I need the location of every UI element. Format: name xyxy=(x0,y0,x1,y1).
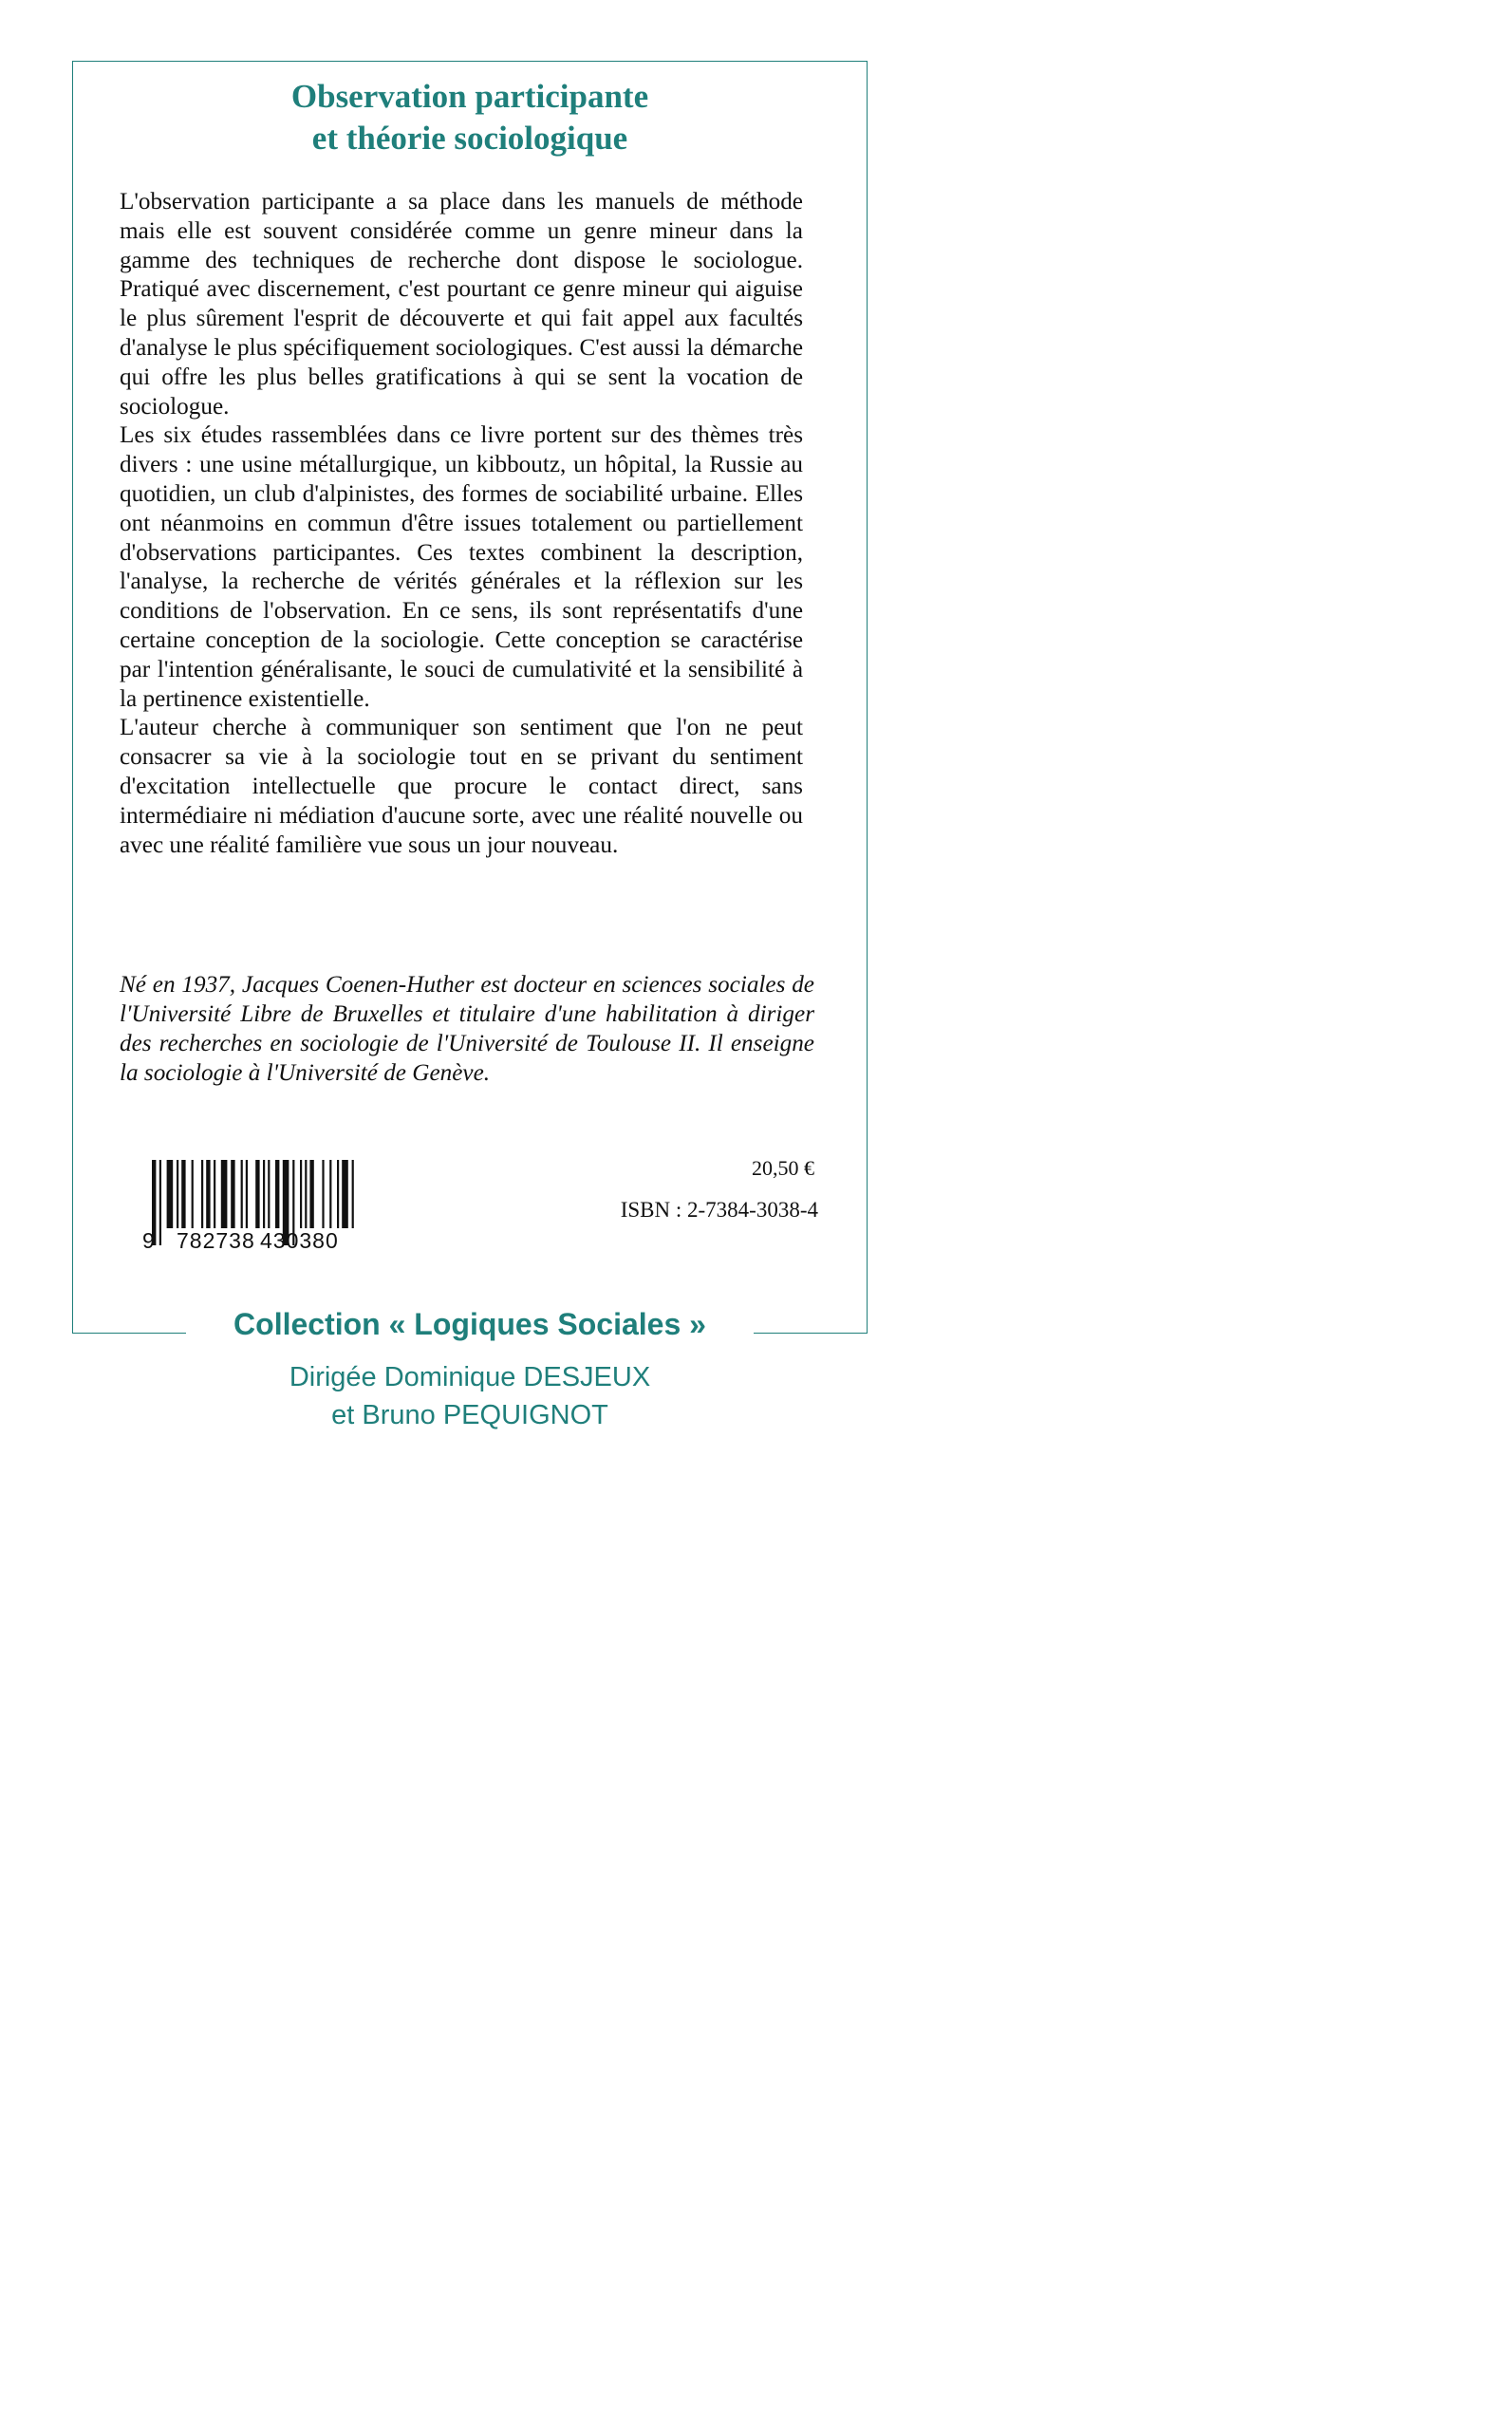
barcode-bar xyxy=(167,1160,174,1228)
barcode-bar xyxy=(231,1160,234,1228)
barcode-bar xyxy=(192,1160,194,1228)
barcode-bar xyxy=(201,1160,203,1228)
isbn: ISBN : 2-7384-3038-4 xyxy=(620,1198,818,1222)
blurb xyxy=(120,188,803,860)
barcode-bar xyxy=(322,1160,324,1228)
author-bio: Né en 1937, Jacques Coenen-Huther est docteur en sciences sociales de l'Université Libre de Bruxelles et titulaire d'une habilitation à diriger des recherches en sociologie de l'Université de Toulouse II. Il enseigne la sociologie à l'Université de Genève. xyxy=(120,972,814,1086)
barcode-digit-first: 9 xyxy=(142,1228,156,1253)
collection-name: Collection « Logiques Sociales » xyxy=(186,1307,754,1342)
barcode-bar xyxy=(352,1160,354,1228)
price: 20,50 € xyxy=(752,1156,814,1180)
frame-bottom-rule-right xyxy=(754,1333,868,1334)
barcode-bar xyxy=(337,1160,339,1228)
barcode-digits xyxy=(142,1228,370,1261)
directors-line-2: et Bruno PEQUIGNOT xyxy=(331,1400,608,1430)
barcode-bar xyxy=(206,1160,210,1228)
barcode-bar xyxy=(275,1160,279,1228)
blurb-paragraph: Les six études rassemblées dans ce livre portent sur des thèmes très divers : une usine métallurgique, un kibboutz, un hôpital, la Russie au quotidien, un club d'alpinistes, des formes de sociabilité urbaine. Elles ont néanmoins en commun d'être issues totalement ou partiellement d'observations participantes. Ces textes combinent la description, l'analyse, la recherche de vérités générales et la réflexion sur les conditions de l'observation. En ce sens, ils sont représentatifs d'une certaine conception de la sociologie. Cette conception se caractérise par l'intention généralisante, le souci de cumulativité et la sensibilité à la pertinence existentielle. xyxy=(120,422,803,712)
barcode-bar xyxy=(305,1160,307,1228)
barcode-bar xyxy=(214,1160,215,1228)
blurb-paragraph: L'auteur cherche à communiquer son sentiment que l'on ne peut consacrer sa vie à la sociologie tout en se privant du sentiment d'excitation intellectuelle que procure le contact direct, sans intermédiaire ni médiation d'aucune sorte, avec une réalité nouvelle ou avec une réalité familière vue sous un jour nouveau. xyxy=(120,715,803,858)
directors-line-1: Dirigée Dominique DESJEUX xyxy=(289,1362,651,1392)
barcode-bar xyxy=(300,1160,302,1228)
barcode-bar xyxy=(221,1160,228,1228)
barcode-bar xyxy=(309,1160,313,1228)
barcode-bar xyxy=(181,1160,185,1228)
barcode-bar xyxy=(329,1160,331,1228)
blurb-paragraph: L'observation participante a sa place dans les manuels de méthode mais elle est souvent considérée comme un genre mineur dans la gamme des techniques de recherche dont dispose le sociologue. Pratiqué avec discernement, c'est pourtant ce genre mineur qui aiguise le plus sûrement l'esprit de découverte et qui fait appel aux facultés d'analyse le plus spécifiquement sociologiques. C'est aussi la démarche qui offre les plus belles gratifications à qui se sent la vocation de sociologue. xyxy=(120,189,803,420)
barcode-bar xyxy=(255,1160,259,1228)
title-line-1: Observation participante xyxy=(290,78,649,115)
barcode-bar xyxy=(177,1160,178,1228)
title-line-2: et théorie sociologique xyxy=(311,120,628,157)
barcode-bar xyxy=(263,1160,265,1228)
book-title xyxy=(72,76,868,159)
barcode-digits-right: 430380 xyxy=(260,1228,339,1253)
barcode-bar xyxy=(342,1160,348,1228)
barcode-bar xyxy=(241,1160,243,1228)
barcode-bar xyxy=(268,1160,270,1228)
frame-bottom-rule-left xyxy=(72,1333,186,1334)
barcode-digits-left: 782738 xyxy=(177,1228,255,1253)
barcode-bar xyxy=(246,1160,248,1228)
collection-directors xyxy=(72,1358,868,1434)
